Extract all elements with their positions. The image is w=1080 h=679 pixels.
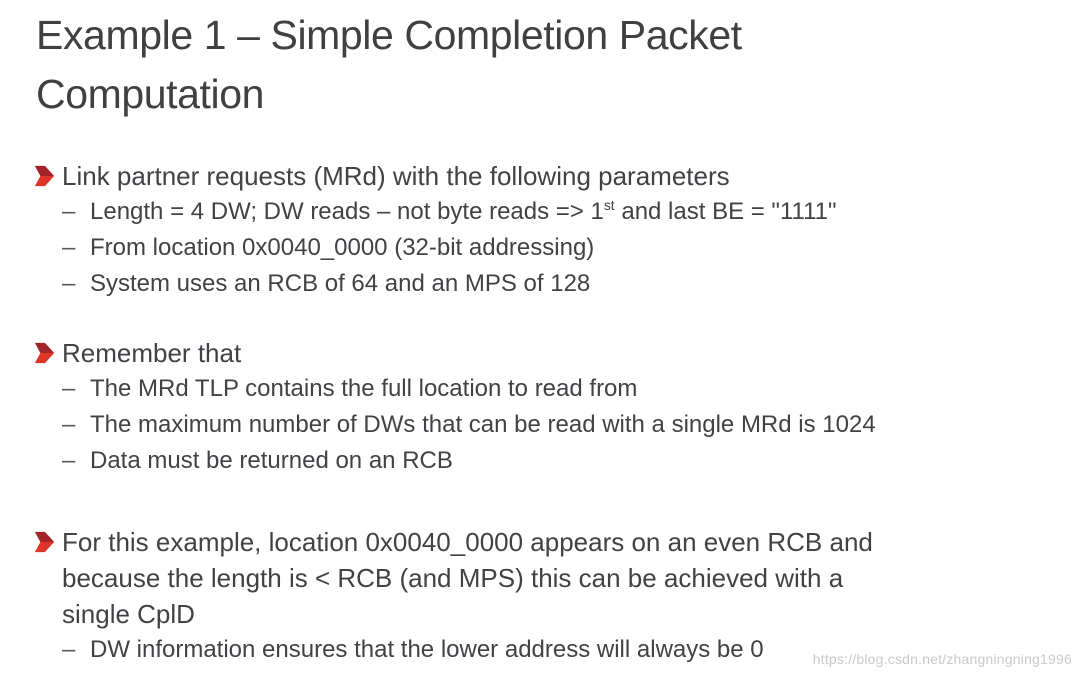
red-arrow-bullet-icon: [33, 530, 56, 553]
sub-bullet: [33, 443, 1060, 479]
dash-marker: –: [62, 447, 76, 474]
main-bullet: [33, 524, 1060, 632]
bullet-block-remember: [33, 335, 1060, 479]
sub-bullet: [33, 407, 1060, 443]
csdn-watermark: https://blog.csdn.net/zhangningning1996: [812, 651, 1072, 667]
dash-marker: –: [62, 198, 76, 225]
sub-bullet: [33, 371, 1060, 407]
main-bullet: [33, 335, 1060, 371]
dash-marker: –: [62, 234, 76, 261]
main-bullet-text: Remember that: [62, 338, 242, 368]
sub-bullet-text: Data must be returned on an RCB: [90, 447, 453, 474]
sub-bullet-text: The maximum number of DWs that can be read with a single MRd is 1024: [90, 411, 876, 438]
slide-title-line-2: Computation: [36, 71, 265, 117]
sub-bullet-text: The MRd TLP contains the full location to read from: [90, 375, 638, 402]
main-bullet-line: single CplD: [62, 599, 195, 629]
slide-title: [36, 6, 742, 124]
bullet-block-for-this-example: [33, 524, 1060, 668]
red-arrow-bullet-icon: [33, 341, 56, 364]
slide-body: [33, 158, 1060, 668]
main-bullet-line: because the length is < RCB (and MPS) this can be achieved with a: [62, 563, 844, 593]
dash-marker: –: [62, 270, 76, 297]
dash-marker: –: [62, 375, 76, 402]
red-arrow-bullet-icon: [33, 164, 56, 187]
sub-bullet-text: DW information ensures that the lower address will always be 0: [90, 636, 764, 663]
main-bullet-text: Link partner requests (MRd) with the following parameters: [62, 161, 730, 191]
dash-marker: –: [62, 636, 76, 663]
sub-bullet: [33, 230, 1060, 266]
sub-bullet-text: From location 0x0040_0000 (32-bit addressing): [90, 234, 595, 261]
sub-bullet-text: System uses an RCB of 64 and an MPS of 128: [90, 270, 591, 297]
sub-bullet: [33, 194, 1060, 230]
main-bullet-text: [62, 524, 1060, 632]
main-bullet-line: For this example, location 0x0040_0000 appears on an even RCB and: [62, 527, 873, 557]
main-bullet: [33, 158, 1060, 194]
sub-bullet-text: Length = 4 DW; DW reads – not byte reads => 1st and last BE = "1111": [90, 197, 837, 225]
slide-title-line-1: Example 1 – Simple Completion Packet: [36, 12, 742, 58]
dash-marker: –: [62, 411, 76, 438]
sub-bullet: [33, 266, 1060, 302]
bullet-block-link-partner: [33, 158, 1060, 302]
superscript-st: st: [603, 197, 615, 213]
